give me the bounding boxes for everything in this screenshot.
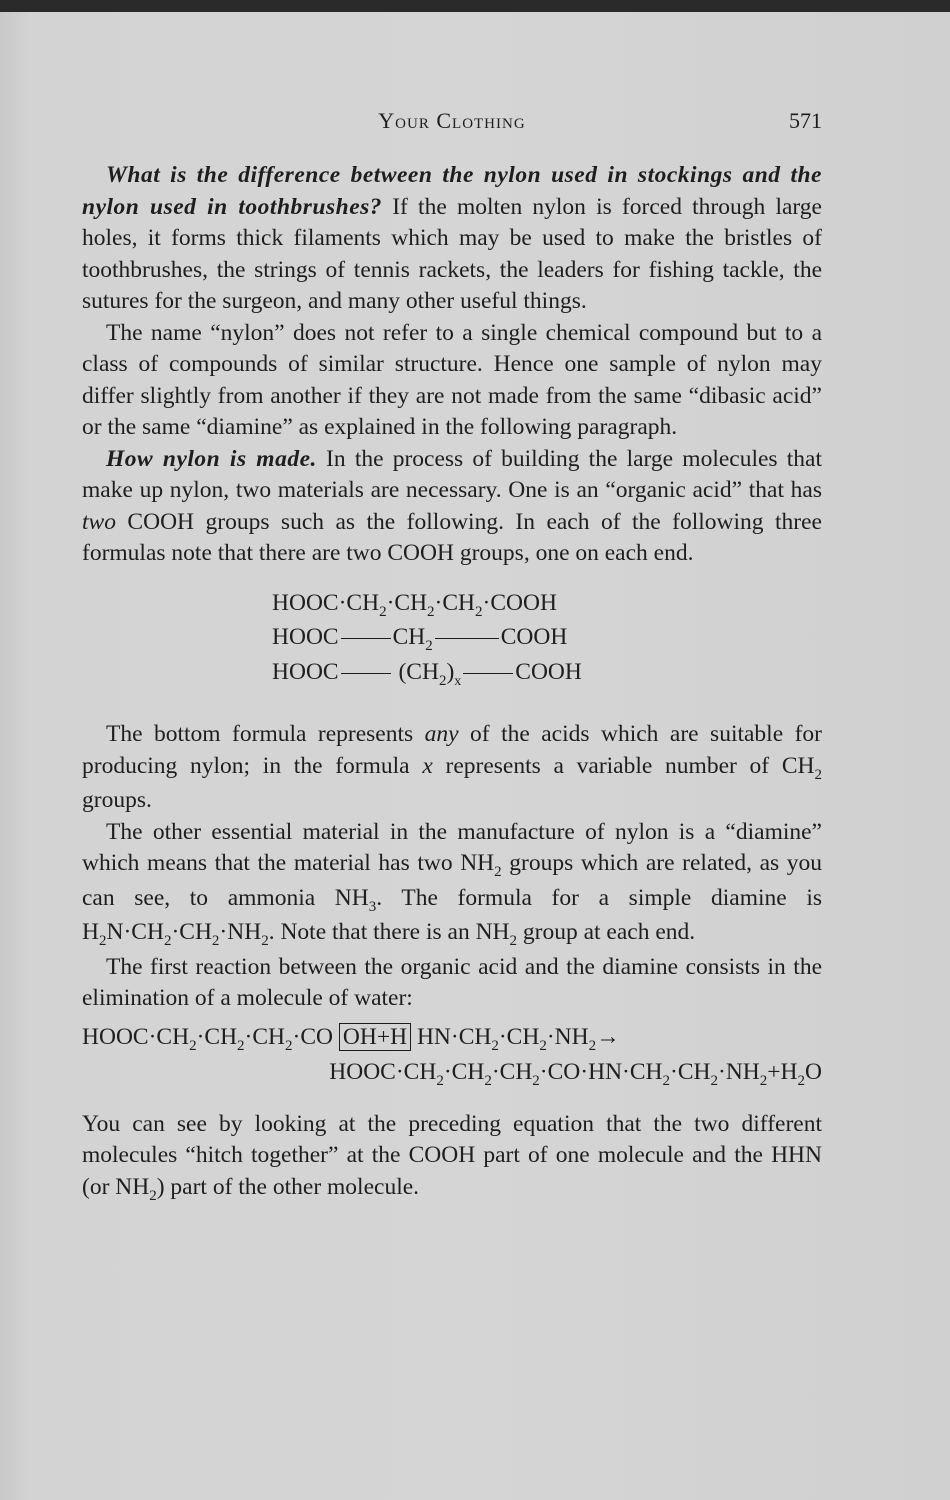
formula-part: COOH [515,658,582,685]
formula-part: CH [392,624,426,650]
paragraph-lead-question: What is the difference between the nylon used in stockings and the nylon used in toothbrushes? [82,162,822,220]
equation-part: HN·CH [411,1023,492,1050]
subscript: 3 [368,898,377,915]
formula-row-2 [272,622,822,657]
formula-part: ·CH [434,589,476,616]
paragraph-text: groups which are related, as you can see, to ammonia NH [82,850,822,911]
paragraph-text: The bottom formula represents [106,721,425,747]
paragraph-text: If the molten nylon is forced through large holes, it forms thick filaments which may be used to make the bristles of toothbrushes, the strings of tennis rackets, the leaders for fishing tackle, the sutures for the surgeon, and many other useful things. [82,193,822,314]
subscript: 2 [662,1072,671,1089]
bond-line [341,638,391,639]
running-head: Your Clothing [378,108,526,133]
paragraph-text: represents a variable number of CH [432,752,815,779]
equation-part: ·NH [546,1023,589,1050]
reaction-arrow: → [596,1023,620,1050]
paragraph-text: You can see by looking at the preceding equation that the two different molecules “hitch together” at the COOH part of one molecule and the HHN (or NH [82,1110,822,1200]
paragraph-text: ·CH [171,919,212,945]
subscript-x: x [454,673,462,689]
bond-line [463,673,513,674]
subscript: 2 [494,864,502,880]
subscript: 2 [163,933,172,949]
formula-part: ·CH [386,589,428,616]
equation-part: O [805,1058,822,1085]
subscript: 2 [237,1037,245,1054]
equation-part: ·CO·HN·CH [539,1058,663,1085]
subscript: 2 [427,603,435,620]
formula-part: HOOC [272,624,339,650]
paragraph-text: of the acids which are suitable for producing nylon; in the formula [82,721,823,779]
paragraph-text: groups. [82,787,152,813]
equation-part: ·CH [244,1023,286,1050]
boxed-water-elimination: OH+H [339,1023,411,1051]
subscript: 2 [261,933,269,949]
paragraph-text: COOH groups such as the following. In each of the following three formulas note that there are two COOH groups, one on each end. [82,508,822,566]
equation-part: ·NH [718,1058,760,1085]
paragraph-first-reaction: The first reaction between the organic acid and the diamine consists in the elimination of a molecule of water: [82,953,822,1011]
subscript: 2 [379,603,387,620]
paragraph-diamine [82,817,822,952]
subscript: 2 [425,638,433,654]
page-number: 571 [789,108,822,133]
paragraph-text: The other essential material in the manufacture of nylon is a “diamine” which means that the material has two NH [82,818,822,876]
paragraph-text: ·NH [219,919,262,945]
paragraph-how-nylon-made [82,444,822,570]
page-header [82,108,822,144]
formula-row-3 [272,657,822,692]
subscript: 2 [475,603,483,620]
equation-part: HOOC·CH [82,1023,190,1050]
paragraph-text: In the process of building the large molecules that make up nylon, two materials are necessary. One is an “organic acid” that has [82,445,822,503]
paragraph-nylon-uses [82,160,822,318]
bond-line [435,638,499,639]
subscript: 2 [436,1072,444,1089]
equation-part: HOOC·CH [329,1058,437,1085]
subscript: 2 [588,1037,597,1054]
subscript: 2 [814,766,822,783]
acid-formulas [272,588,822,692]
bond-line [341,673,391,674]
emphasis-text: any [424,721,459,747]
equation-line-2 [82,1056,822,1091]
paragraph-bottom-formula [82,719,822,817]
paragraph-text: ) part of the other molecule. [156,1173,420,1200]
equation-line-1 [82,1021,822,1056]
formula-part: ) [446,658,455,685]
equation-part: ·CH [498,1023,540,1050]
formula-part: (CH [398,658,439,685]
subscript: 2 [710,1072,718,1089]
emphasis-text: two [82,508,116,535]
subscript: 2 [491,1037,499,1054]
subscript: 2 [189,1037,197,1054]
subscript: 2 [759,1072,768,1089]
page-body [82,160,822,1206]
subscript: 2 [149,1187,157,1204]
paragraph-text: group at each end. [517,919,696,945]
subscript: 2 [797,1072,806,1089]
subscript: 2 [438,672,447,689]
subscript: 2 [98,933,107,949]
subscript: 2 [532,1072,540,1089]
paragraph-text: N·CH [106,919,164,945]
paragraph-text: . The formula for a simple diamine is H [82,884,822,945]
paragraph-text: . Note that there is an NH [268,919,510,945]
paragraph-nylon-name: The name “nylon” does not refer to a single chemical compound but to a class of compounds of similar structure. Hence one sample of nylon may differ slightly from another if they are not made from the same “dibasic acid” or the same “diamine” as explained in the following paragraph. [82,319,822,440]
equation-part: ·CH [443,1058,485,1085]
equation-part: ·CH [196,1023,238,1050]
formula-part: HOOC·CH [272,589,380,616]
emphasis-variable: x [422,752,433,779]
equation-part: +H [767,1058,798,1085]
subscript: 2 [509,933,518,949]
subscript: 2 [211,933,220,949]
paragraph-hitch-together [82,1109,822,1207]
subscript: 2 [484,1072,492,1089]
scan-top-edge [0,0,950,12]
paragraph-lead-heading: How nylon is made. [106,445,317,472]
equation-part: ·CO [292,1023,339,1050]
formula-part: COOH [500,624,568,650]
reaction-equation [82,1021,822,1091]
formula-part: HOOC [272,658,339,685]
equation-part: ·CH [491,1058,533,1085]
equation-part: ·CH [670,1058,711,1085]
subscript: 2 [285,1037,293,1054]
subscript: 2 [539,1037,547,1054]
formula-part: ·COOH [482,589,557,616]
formula-row-1 [272,588,822,623]
